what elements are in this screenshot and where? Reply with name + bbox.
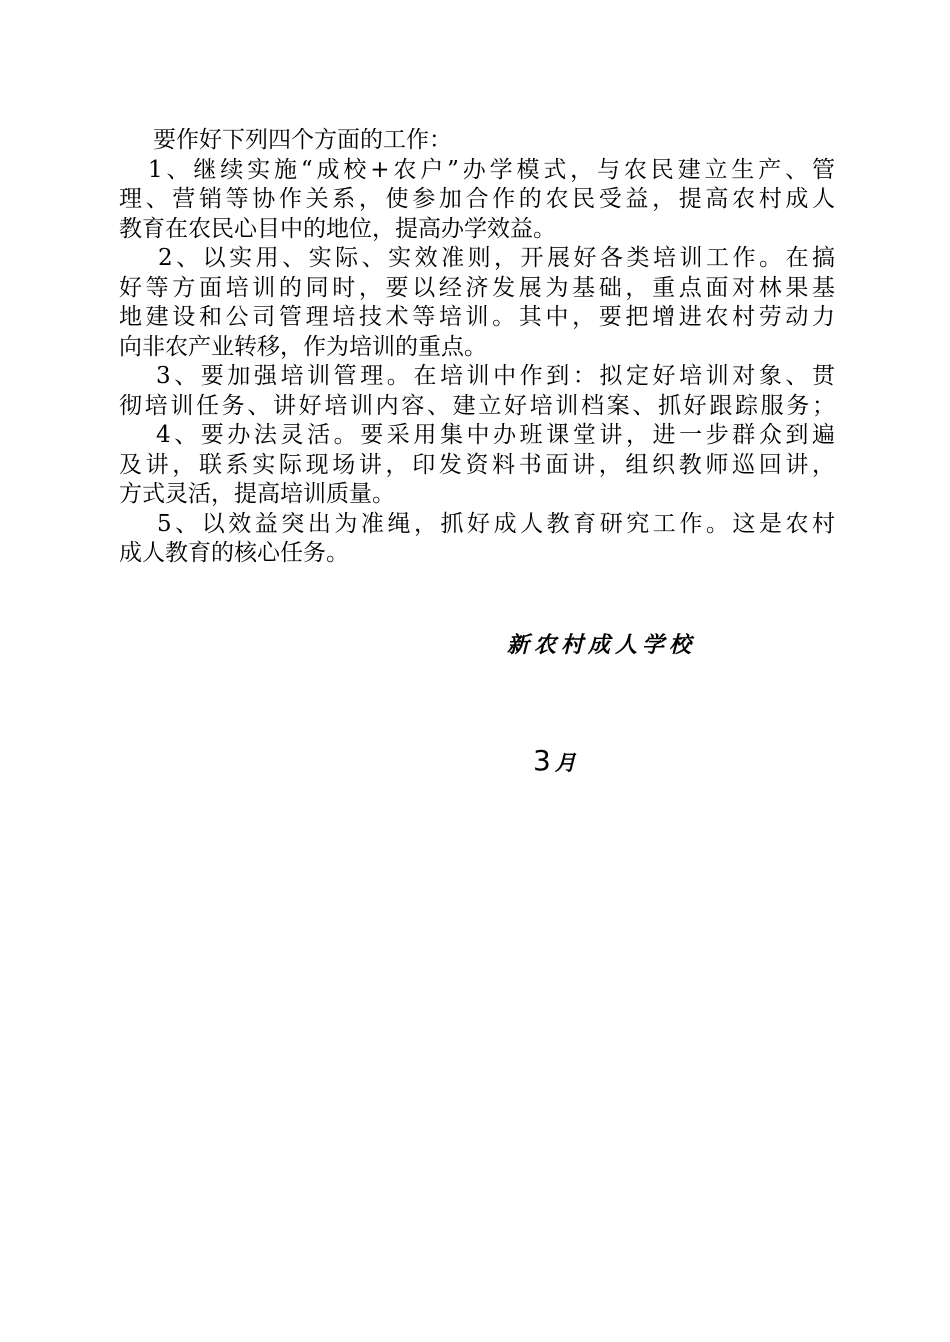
item-3-line-2: 彻培训任务、讲好培训内容、建立好培训档案、抓好跟踪服务； (119, 392, 835, 419)
item-5-line-2: 成人教育的核心任务。 (119, 540, 349, 566)
date-unit: 月 (554, 751, 576, 775)
intro-line: 要作好下列四个方面的工作： (153, 127, 452, 153)
item-4-line-2: 及讲，联系实际现场讲，印发资料书面讲，组织教师巡回讲， (119, 451, 835, 478)
signature: 新农村成人学校 (507, 633, 697, 658)
item-1-line-2: 理、营销等协作关系，使参加合作的农民受益，提高农村成人 (119, 186, 835, 212)
item-5-line-1: 5、以效益突出为准绳，抓好成人教育研究工作。这是农村 (157, 510, 835, 537)
date-number: 3 (533, 744, 551, 777)
document-body (119, 126, 835, 569)
item-4-line-3: 方式灵活，提高培训质量。 (119, 481, 395, 507)
item-1-line-3: 教育在农民心目中的地位，提高办学效益。 (119, 215, 556, 242)
item-2-line-1: 2、以实用、实际、实效准则，开展好各类培训工作。在搞 (158, 245, 835, 271)
item-4-line-1: 4、要办法灵活。要采用集中办班课堂讲，进一步群众到遍 (156, 422, 835, 448)
date (533, 744, 576, 777)
item-1-line-1: 1、继续实施“成校+农户”办学模式，与农民建立生产、管 (148, 156, 835, 183)
item-3-line-1: 3、要加强培训管理。在培训中作到：拟定好培训对象、贯 (156, 363, 835, 389)
item-2-line-3: 地建设和公司管理培技术等培训。其中，要把增进农村劳动力 (119, 304, 835, 330)
item-2-line-2: 好等方面培训的同时，要以经济发展为基础，重点面对林果基 (119, 274, 835, 301)
item-2-line-4: 向非农产业转移，作为培训的重点。 (119, 333, 487, 360)
